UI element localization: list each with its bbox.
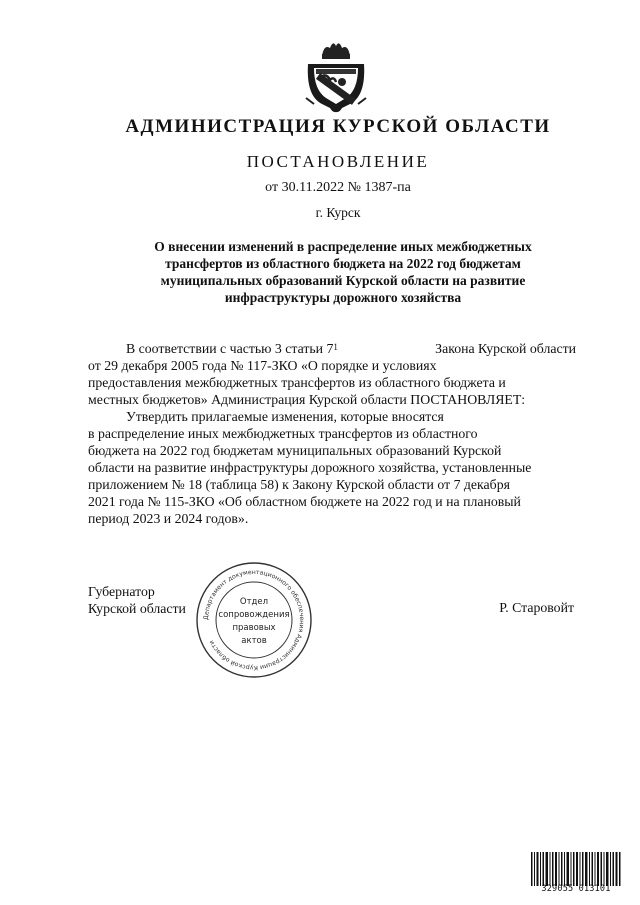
body-text: бюджета на 2022 год бюджетам муниципальных образований Курской bbox=[88, 443, 502, 458]
body-text: Закона Курской области bbox=[435, 341, 576, 356]
document-body bbox=[88, 340, 576, 527]
document-date-number: от 30.11.2022 № 1387-па bbox=[265, 180, 411, 195]
official-stamp bbox=[194, 560, 314, 680]
body-line bbox=[88, 374, 576, 391]
body-line bbox=[88, 510, 576, 527]
body-text: В соответствии с частью 3 статьи $7^1$ bbox=[126, 341, 338, 356]
body-line bbox=[88, 459, 576, 476]
stamp-text: актов bbox=[241, 636, 267, 646]
barcode-icon bbox=[530, 852, 622, 886]
subject-line: трансфертов из областного бюджета на 2022 год бюджетам bbox=[165, 256, 521, 271]
body-text: области на развитие инфраструктуры дорожного хозяйства, установленные bbox=[88, 460, 532, 475]
body-line bbox=[88, 493, 576, 510]
body-text: от 29 декабря 2005 года № 117-ЗКО «О порядке и условиях bbox=[88, 358, 437, 373]
body-line bbox=[88, 442, 576, 459]
coat-of-arms-icon bbox=[300, 38, 372, 116]
subject-line: О внесении изменений в распределение иных межбюджетных bbox=[154, 239, 532, 254]
body-text: 2021 года № 115-ЗКО «Об областном бюджете на 2022 год и на плановый bbox=[88, 494, 521, 509]
body-text: Утвердить прилагаемые изменения, которые вносятся bbox=[126, 409, 444, 424]
barcode-number: 329055 013101 bbox=[541, 884, 611, 894]
subject-line: муниципальных образований Курской области на развитие bbox=[160, 273, 526, 288]
body-text: в распределение иных межбюджетных трансфертов из областного bbox=[88, 426, 478, 441]
body-text: период 2023 и 2024 годов». bbox=[88, 511, 249, 526]
body-line bbox=[88, 408, 576, 425]
organization-title: АДМИНИСТРАЦИЯ КУРСКОЙ ОБЛАСТИ bbox=[125, 116, 551, 137]
position-line: Губернатор bbox=[88, 584, 155, 599]
document-city: г. Курск bbox=[315, 205, 361, 220]
body-text: приложением № 18 (таблица 58) к Закону Курской области от 7 декабря bbox=[88, 477, 510, 492]
stamp-text: правовых bbox=[232, 623, 276, 633]
stamp-ring-text: Департамент документационного обеспечения Администрации Курской области bbox=[202, 568, 306, 672]
body-text: предоставления межбюджетных трансфертов из областного бюджета и bbox=[88, 375, 506, 390]
superscript: 1 bbox=[333, 342, 338, 352]
position-line: Курской области bbox=[88, 601, 186, 616]
body-line bbox=[88, 476, 576, 493]
stamp-text: Отдел bbox=[239, 597, 269, 607]
body-text: местных бюджетов» Администрация Курской области ПОСТАНОВЛЯЕТ: bbox=[88, 392, 526, 407]
stamp-text: сопровождения bbox=[218, 610, 290, 620]
body-line bbox=[88, 391, 576, 408]
body-line bbox=[88, 357, 576, 374]
signatory-name: Р. Старовойт bbox=[499, 600, 574, 615]
subject-line: инфраструктуры дорожного хозяйства bbox=[224, 290, 462, 305]
signatory-position bbox=[88, 583, 186, 617]
document-type: ПОСТАНОВЛЕНИЕ bbox=[246, 152, 430, 171]
document-subject bbox=[113, 238, 573, 306]
body-line bbox=[88, 425, 576, 442]
body-line bbox=[88, 340, 576, 357]
